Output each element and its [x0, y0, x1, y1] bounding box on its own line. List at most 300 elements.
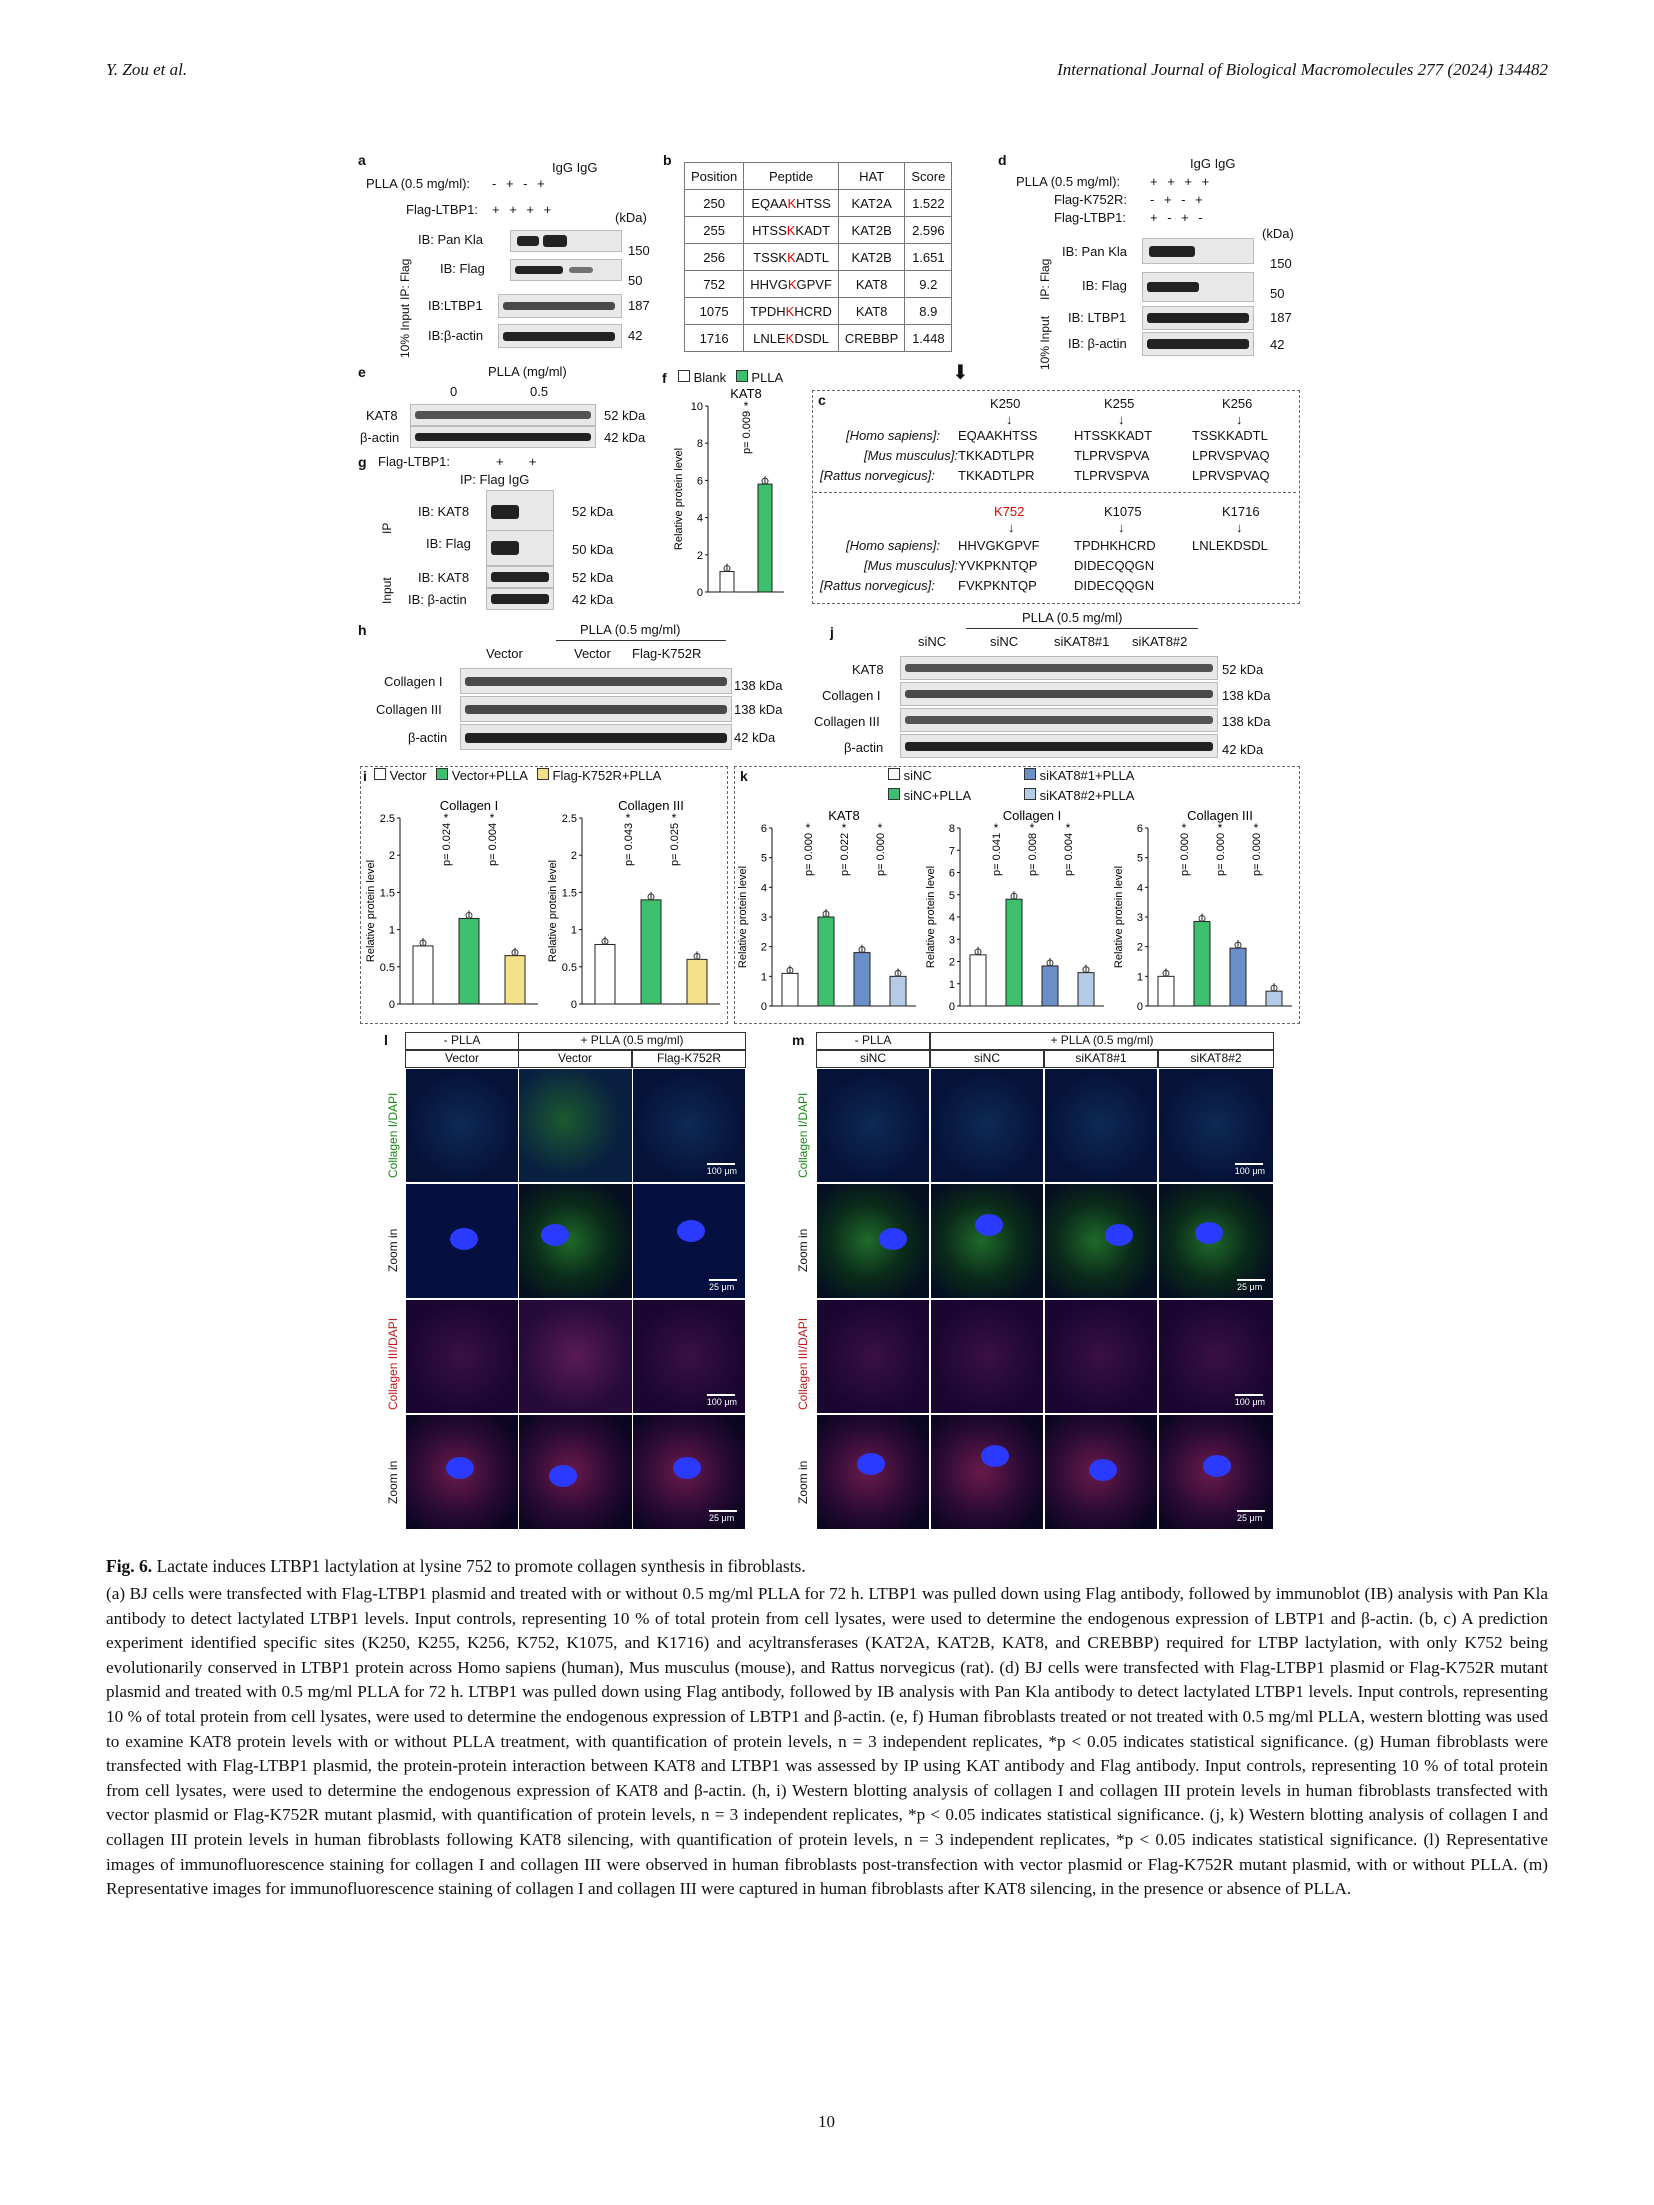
chart-collagen1-vector	[364, 796, 544, 1018]
panel-e-dose0: 0	[450, 384, 458, 399]
sequence: TPDHKHCRD	[1074, 538, 1156, 553]
y-tick-label: 1	[388, 924, 395, 937]
panel-j-col: siKAT8#1	[1054, 634, 1110, 649]
sequence: LNLEKDSDL	[1192, 538, 1268, 553]
panel-d-blot-label: IB: LTBP1	[1068, 310, 1127, 325]
lysine-site: K	[785, 330, 795, 346]
bar	[459, 918, 479, 1004]
bar	[890, 976, 906, 1006]
bar	[818, 917, 834, 1006]
nucleus	[1203, 1455, 1231, 1477]
lysine-site: K	[787, 195, 797, 211]
sequence: LPRVSPVAQ	[1192, 468, 1270, 483]
y-tick-label: 5	[1136, 852, 1143, 865]
panel-a-blot-marker: 150	[628, 243, 650, 258]
panel-m-label: m	[792, 1032, 805, 1048]
table-row	[685, 217, 952, 244]
bar	[720, 572, 734, 592]
arrow-down-icon: ↓	[1236, 520, 1243, 535]
bar	[1266, 991, 1282, 1006]
chart-collagen3-vector	[546, 796, 726, 1018]
peptide-seq: KADT	[795, 222, 831, 238]
table-cell: 8.9	[905, 298, 952, 325]
panel-d-side-ip: IP: Flag	[1038, 258, 1052, 300]
legend-label: siNC+PLLA	[903, 788, 972, 803]
nucleus	[1105, 1224, 1133, 1246]
p-value: p= 0.025	[669, 822, 681, 866]
sequence: HHVGKGPVF	[958, 538, 1040, 553]
p-value: p= 0.000	[1215, 832, 1227, 876]
group-header: siNC	[816, 1050, 930, 1068]
condition-header: - PLLA	[405, 1032, 519, 1050]
sequence: YVKPKNTQP	[958, 558, 1038, 573]
bar	[970, 955, 986, 1006]
group-header: Vector	[405, 1050, 519, 1068]
panel-g-blot-marker: 52 kDa	[572, 504, 614, 519]
table-cell	[744, 271, 839, 298]
y-tick-label: 3	[948, 934, 955, 947]
panel-j-blot-marker: 52 kDa	[1222, 662, 1264, 677]
western-blot	[510, 259, 622, 281]
zoom-image	[518, 1183, 633, 1299]
zoom-image	[632, 1414, 746, 1530]
peptide-seq: HTSS	[796, 195, 831, 211]
scale-bar: 25 μm	[1237, 1510, 1265, 1523]
zoom-image	[632, 1183, 746, 1299]
panel-j-title: PLLA (0.5 mg/ml)	[1022, 610, 1123, 625]
p-value: p= 0.043	[623, 822, 635, 866]
legend-label: siKAT8#2+PLLA	[1039, 788, 1135, 803]
lysine-site: K	[787, 276, 797, 292]
microscopy-image	[518, 1299, 633, 1414]
significance-star: *	[1217, 821, 1223, 835]
panel-f-label: f	[662, 370, 667, 386]
panel-j-blot-label: Collagen I	[822, 688, 881, 703]
panel-d-k752-signs: - + - +	[1150, 192, 1203, 207]
y-tick-label: 5	[948, 889, 955, 902]
site-label: K1716	[1222, 504, 1260, 519]
western-blot	[900, 708, 1218, 732]
panel-e-blot-marker: 42 kDa	[604, 430, 646, 445]
microscopy-image	[1158, 1068, 1274, 1183]
p-value: p= 0.009	[741, 410, 753, 454]
nucleus	[1089, 1459, 1117, 1481]
panel-a-blot-label: IB:LTBP1	[428, 298, 483, 313]
sequence: TSSKKADTL	[1192, 428, 1268, 443]
panel-g-blot-label: IB: KAT8	[418, 570, 470, 585]
y-tick-label: 6	[1136, 823, 1143, 835]
zoom-image	[930, 1414, 1044, 1530]
y-tick-label: 4	[948, 912, 955, 924]
microscopy-image	[816, 1299, 930, 1414]
table-cell: 2.596	[905, 217, 952, 244]
running-header-journal: International Journal of Biological Macromolecules 277 (2024) 134482	[1057, 60, 1548, 79]
western-blot	[510, 230, 622, 252]
row-label: Collagen I/DAPI	[386, 1092, 400, 1178]
panel-j-blot-label: β-actin	[844, 740, 884, 755]
microscopy-image	[930, 1068, 1044, 1183]
species-label: [Mus musculus]:	[864, 448, 958, 463]
table-cell	[744, 217, 839, 244]
panel-e-blot-label: KAT8	[366, 408, 398, 423]
y-tick-label: 0.5	[379, 961, 395, 974]
panel-a-kda: (kDa)	[615, 210, 647, 225]
bar	[1230, 948, 1246, 1006]
site-label: K255	[1104, 396, 1135, 411]
p-value: p= 0.000	[1179, 832, 1191, 876]
peptide-seq: ADTL	[795, 249, 829, 265]
legend-label: siKAT8#1+PLLA	[1039, 768, 1135, 783]
panel-g-blot-label: IB: KAT8	[418, 504, 470, 519]
bar	[687, 959, 707, 1004]
bar	[1006, 899, 1022, 1006]
western-blot	[460, 724, 732, 750]
y-tick-label: 1.5	[379, 887, 395, 900]
peptide-seq: DSDL	[794, 330, 830, 346]
site-label: K752	[994, 504, 1025, 519]
y-tick-label: 0	[388, 999, 395, 1011]
zoom-image	[1158, 1183, 1274, 1299]
panel-h-blot-marker: 138 kDa	[734, 678, 783, 693]
y-tick-label: 3	[1136, 912, 1143, 924]
microscopy-image	[1044, 1068, 1158, 1183]
legend-label: Vector	[389, 768, 427, 783]
y-axis-label: Relative protein level	[673, 447, 685, 551]
y-tick-label: 2	[1136, 941, 1143, 954]
bar	[413, 946, 433, 1004]
sequence: TKKADTLPR	[958, 448, 1035, 463]
panel-d-side-input: 10% Input	[1038, 315, 1052, 370]
panel-d-blot-marker: 187	[1270, 310, 1292, 325]
y-tick-label: 0	[948, 1001, 955, 1013]
panel-h-col: Vector	[486, 646, 523, 661]
legend-swatch	[736, 370, 748, 382]
panel-f-legend	[678, 370, 783, 385]
panel-b-label: b	[663, 152, 672, 168]
table-header: Score	[905, 163, 952, 190]
significance-star: *	[489, 811, 495, 825]
panel-l-label: l	[384, 1032, 388, 1048]
table-cell	[744, 325, 839, 352]
y-tick-label: 7	[948, 845, 955, 858]
panel-k-legend-4	[1024, 788, 1134, 803]
table-cell: 1075	[685, 298, 744, 325]
sequence: LPRVSPVAQ	[1192, 448, 1270, 463]
panel-a-flag-row: Flag-LTBP1:	[406, 202, 479, 217]
y-tick-label: 4	[1136, 882, 1143, 895]
panel-d-blot-label: IB: β-actin	[1068, 336, 1127, 351]
y-axis-label: Relative protein level	[365, 859, 377, 963]
table-row	[685, 244, 952, 271]
bar	[1042, 966, 1058, 1006]
peptide-seq: HHVG	[750, 276, 788, 292]
western-blot	[410, 426, 596, 448]
panel-e-blot-marker: 52 kDa	[604, 408, 646, 423]
table-cell: 1.522	[905, 190, 952, 217]
y-tick-label: 8	[948, 823, 955, 835]
panel-j-blot-label: Collagen III	[814, 714, 880, 729]
table-cell: KAT2B	[838, 244, 904, 271]
legend-swatch	[1024, 768, 1036, 780]
panel-g-side-input: Input	[380, 577, 394, 604]
panel-d-blot-marker: 150	[1270, 256, 1292, 271]
site-label: K1075	[1104, 504, 1142, 519]
species-label: [Homo sapiens]:	[846, 428, 940, 443]
panel-c-label: c	[818, 392, 826, 408]
species-label: [Rattus norvegicus]:	[820, 578, 935, 593]
site-label: K250	[990, 396, 1021, 411]
table-cell: 250	[685, 190, 744, 217]
nucleus	[446, 1457, 474, 1479]
western-blot	[460, 696, 732, 722]
divider	[814, 492, 1296, 493]
panel-a-blot-marker: 187	[628, 298, 650, 313]
microscopy-image	[405, 1068, 519, 1183]
peptide-seq: TPDH	[750, 303, 786, 319]
y-tick-label: 0	[1136, 1001, 1143, 1013]
y-tick-label: 2	[388, 850, 395, 863]
legend-swatch	[374, 768, 386, 780]
panel-h-blot-label: Collagen III	[376, 702, 442, 717]
prediction-table	[684, 162, 952, 352]
significance-star: *	[1181, 821, 1187, 835]
group-header: siKAT8#2	[1158, 1050, 1274, 1068]
zoom-image	[405, 1183, 519, 1299]
divider	[966, 628, 1198, 629]
table-cell: 9.2	[905, 271, 952, 298]
sequence: DIDECQQGN	[1074, 558, 1155, 573]
p-value: p= 0.022	[839, 832, 851, 876]
y-tick-label: 2	[696, 549, 703, 562]
chart-collagen1-sikat8	[924, 806, 1110, 1020]
y-axis-label: Relative protein level	[1113, 865, 1125, 969]
figure-title	[106, 1556, 806, 1577]
row-label: Zoom in	[796, 1228, 810, 1272]
arrow-down-icon: ↓	[1118, 520, 1125, 535]
condition-header: + PLLA (0.5 mg/ml)	[518, 1032, 746, 1050]
p-value: p= 0.004	[1063, 832, 1075, 876]
table-cell: KAT2A	[838, 190, 904, 217]
panel-a-blot-label: IB: Pan Kla	[418, 232, 484, 247]
panel-g-blot-label: IB: Flag	[426, 536, 471, 551]
table-cell: 1.448	[905, 325, 952, 352]
group-header: Flag-K752R	[632, 1050, 746, 1068]
nucleus	[673, 1457, 701, 1479]
western-blot	[486, 490, 554, 534]
panel-d-blot-label: IB: Pan Kla	[1062, 244, 1128, 259]
peptide-seq: HTSS	[752, 222, 787, 238]
nucleus	[981, 1445, 1009, 1467]
nucleus	[549, 1465, 577, 1487]
western-blot	[1142, 306, 1254, 330]
y-tick-label: 0	[760, 1001, 767, 1013]
panel-j-blot-marker: 138 kDa	[1222, 714, 1271, 729]
table-header: Peptide	[744, 163, 839, 190]
panel-g-blot-label: IB: β-actin	[408, 592, 467, 607]
significance-star: *	[443, 811, 449, 825]
panel-d-blot-marker: 42	[1270, 337, 1285, 352]
y-tick-label: 1	[1136, 971, 1143, 984]
bar	[854, 953, 870, 1006]
y-tick-label: 5	[760, 852, 767, 865]
y-tick-label: 3	[760, 912, 767, 924]
microscopy-image	[1158, 1299, 1274, 1414]
panel-j-blot-marker: 138 kDa	[1222, 688, 1271, 703]
panel-k-legend-3	[1024, 768, 1134, 783]
zoom-image	[1044, 1414, 1158, 1530]
y-tick-label: 1	[760, 971, 767, 984]
significance-star: *	[625, 811, 631, 825]
sequence: DIDECQQGN	[1074, 578, 1155, 593]
microscopy-image	[405, 1299, 519, 1414]
panel-j-col: siNC	[918, 634, 947, 649]
scale-bar: 100 μm	[707, 1163, 737, 1176]
zoom-image	[405, 1414, 519, 1530]
panel-d-blot-label: IB: Flag	[1082, 278, 1127, 293]
significance-star: *	[993, 821, 999, 835]
western-blot	[498, 324, 622, 348]
panel-a-blot-label: IB:β-actin	[428, 328, 484, 343]
site-label: K256	[1222, 396, 1253, 411]
bar	[1078, 973, 1094, 1006]
bar	[758, 484, 772, 592]
table-cell: 1.651	[905, 244, 952, 271]
y-tick-label: 2	[948, 956, 955, 969]
y-tick-label: 6	[760, 823, 767, 835]
microscopy-image	[632, 1068, 746, 1183]
western-blot	[486, 566, 554, 588]
table-cell: KAT2B	[838, 217, 904, 244]
species-label: [Rattus norvegicus]:	[820, 468, 935, 483]
species-label: [Mus musculus]:	[864, 558, 958, 573]
y-tick-label: 2.5	[561, 813, 577, 825]
significance-star: *	[743, 399, 749, 413]
nucleus	[879, 1228, 907, 1250]
panel-h-col: Vector	[574, 646, 611, 661]
sequence: EQAAKHTSS	[958, 428, 1038, 443]
bar	[595, 944, 615, 1004]
arrow-down-icon: ↓	[1236, 412, 1243, 427]
arrow-down-icon: ↓	[1006, 412, 1013, 427]
significance-star: *	[1253, 821, 1259, 835]
panel-h-title: PLLA (0.5 mg/ml)	[580, 622, 681, 637]
panel-e-dose1: 0.5	[530, 384, 549, 399]
nucleus	[450, 1228, 478, 1250]
table-cell: 1716	[685, 325, 744, 352]
y-tick-label: 0.5	[561, 961, 577, 974]
lysine-site: K	[787, 249, 796, 265]
legend-label: siNC	[903, 768, 932, 783]
chart-kat8-pll	[672, 384, 790, 606]
scale-bar: 25 μm	[1237, 1279, 1265, 1292]
row-label: Collagen I/DAPI	[796, 1092, 810, 1178]
significance-star: *	[841, 821, 847, 835]
legend-swatch	[1024, 788, 1036, 800]
panel-g-flag-signs: + +	[496, 454, 537, 469]
y-tick-label: 2	[760, 941, 767, 954]
zoom-image	[518, 1414, 633, 1530]
legend-swatch	[888, 768, 900, 780]
divider	[556, 640, 726, 641]
condition-header: + PLLA (0.5 mg/ml)	[930, 1032, 1274, 1050]
significance-star: *	[877, 821, 883, 835]
microscopy-image	[930, 1299, 1044, 1414]
group-header: Vector	[518, 1050, 632, 1068]
nucleus	[677, 1220, 705, 1242]
chart-kat8-sikat8	[736, 806, 922, 1020]
table-cell: 256	[685, 244, 744, 271]
chart-collagen3-sikat8	[1112, 806, 1298, 1020]
scale-bar: 100 μm	[707, 1394, 737, 1407]
peptide-seq: GPVF	[796, 276, 832, 292]
group-header: siNC	[930, 1050, 1044, 1068]
zoom-image	[1044, 1183, 1158, 1299]
panel-a-blot-marker: 42	[628, 328, 643, 343]
y-tick-label: 2.5	[379, 813, 395, 825]
panel-h-blot-marker: 138 kDa	[734, 702, 783, 717]
peptide-seq: EQAA	[751, 195, 788, 211]
table-row	[685, 190, 952, 217]
bar	[1194, 921, 1210, 1006]
panel-g-ip-cols: IP: Flag IgG	[460, 472, 530, 487]
table-cell: KAT8	[838, 298, 904, 325]
panel-d-flag-signs: + - + -	[1150, 210, 1203, 225]
nucleus	[541, 1224, 569, 1246]
panel-d-k752-row: Flag-K752R:	[1054, 192, 1127, 207]
western-blot	[900, 656, 1218, 680]
zoom-image	[1158, 1414, 1274, 1530]
y-tick-label: 0	[570, 999, 577, 1011]
zoom-image	[816, 1414, 930, 1530]
table-header: Position	[685, 163, 744, 190]
y-tick-label: 4	[760, 882, 767, 895]
p-value: p= 0.000	[803, 832, 815, 876]
panel-a-flag-signs: + + + +	[492, 202, 552, 217]
panel-d-flag-row: Flag-LTBP1:	[1054, 210, 1127, 225]
panel-i-legend	[374, 768, 661, 783]
bar	[641, 900, 661, 1004]
lysine-site: K	[786, 222, 796, 238]
arrow-down-icon: ⬇	[952, 362, 969, 384]
running-header-authors: Y. Zou et al.	[106, 60, 188, 79]
scale-bar: 25 μm	[709, 1510, 737, 1523]
bar	[1158, 976, 1174, 1006]
figure-caption: (a) BJ cells were transfected with Flag-LTBP1 plasmid and treated with or without 0.5 mg/ml PLLA for 72 h. LTBP1 was pulled down using Flag antibody, followed by immunoblot (IB) analysis with Pan Kla antibody to detect lactylated LTBP1 levels. Input controls, representing 10 % of total protein from cell lysates, were used to determine the endogenous expression of LBTP1 and β-actin. (b, c) A prediction experiment identified specific sites (K250, K255, K256, K752, K1075, and K1716) and acyltransferases (KAT2A, KAT2B, KAT8, and CREBBP) required for LTBP lactylation, with only K752 being evolutionarily conserved in LTBP1 protein across Homo sapiens (human), Mus musculus (mouse), and Rattus norvegicus (rat). (d) BJ cells were transfected with Flag-LTBP1 plasmid or Flag-K752R mutant plasmid and treated with 0.5 mg/ml PLLA for 72 h. LTBP1 was pulled down using Flag antibody, followed by IB analysis with Pan Kla antibody to detect lactylated LTBP1 levels. Input controls, representing 10 % of total protein from cell lysates, were used to determine the endogenous expression of LBTP1 and β-actin. (e, f) Human fibroblasts treated or not treated with 0.5 mg/ml PLLA, western blotting was used to examine KAT8 protein levels with or without PLLA treatment, with quantification of protein levels, n = 3 independent replicates, *p < 0.05 indicates statistical significance. (g) Human fibroblasts were transfected with Flag-LTBP1 plasmid, the protein-protein interaction between KAT8 and LTBP1 was assessed by IP using KAT antibody and Flag antibody. Input controls, representing 10 % of total protein from cell lysates, were used to determine the endogenous expression of KAT8 and β-actin. (h, i) Western blotting analysis of collagen I and collagen III protein levels in human fibroblasts transfected with vector plasmid or Flag-K752R mutant plasmid, with quantification of protein levels, n = 3 independent replicates, *p < 0.05 indicates statistical significance. (j, k) Western blotting analysis of collagen I and collagen III protein levels in human fibroblasts following KAT8 silencing, with quantification of protein levels, n = 3 independent replicates, *p < 0.05 indicates statistical significance. (l) Representative images of immunofluorescence staining for collagen I and collagen III were observed in human fibroblasts post-transfection with vector plasmid or Flag-K752R mutant plasmid, with or without PLLA. (m) Representative images for immunofluorescence staining of collagen I and collagen III were captured in human fibroblasts after KAT8 silencing, in the presence or absence of PLLA.	[106, 1584, 1548, 1899]
arrow-down-icon: ↓	[1118, 412, 1125, 427]
panel-g-flag-row: Flag-LTBP1:	[378, 454, 451, 469]
y-axis-label: Relative protein level	[737, 865, 749, 969]
panel-e-blot-label: β-actin	[360, 430, 400, 445]
y-tick-label: 4	[696, 512, 703, 525]
table-row	[685, 325, 952, 352]
lysine-site: K	[785, 303, 795, 319]
p-value: p= 0.000	[875, 832, 887, 876]
arrow-down-icon: ↓	[1008, 520, 1015, 535]
y-tick-label: 0	[696, 587, 703, 599]
p-value: p= 0.004	[487, 822, 499, 866]
legend-swatch	[678, 370, 690, 382]
panel-a-blot-marker: 50	[628, 273, 643, 288]
sequence: TKKADTLPR	[958, 468, 1035, 483]
significance-star: *	[1065, 821, 1071, 835]
nucleus	[1195, 1222, 1223, 1244]
sequence: TLPRVSPVA	[1074, 448, 1150, 463]
panel-e-title: PLLA (mg/ml)	[488, 364, 567, 379]
panel-h-col: Flag-K752R	[632, 646, 702, 661]
y-tick-label: 10	[690, 401, 703, 413]
legend-swatch	[436, 768, 448, 780]
panel-a-side-input: 10% Input	[398, 303, 412, 358]
